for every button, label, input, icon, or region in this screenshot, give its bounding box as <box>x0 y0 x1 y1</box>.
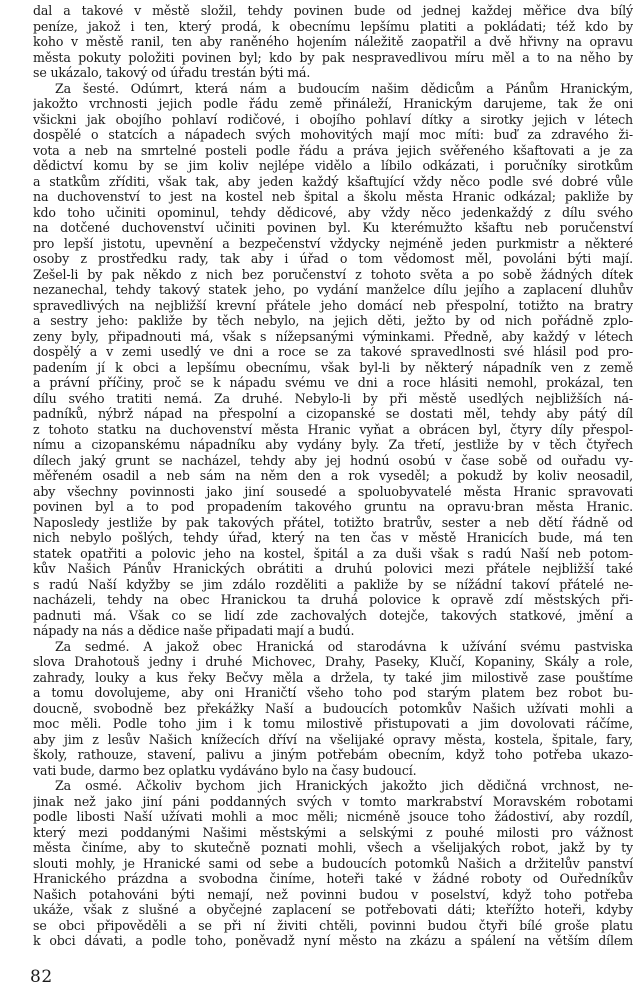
text-line: nacházeli, tehdy na obec Hranickou ta druhá polovice k opravě zdí městských při- <box>33 592 633 607</box>
text-line: pro lepší jistotu, upevnění a bezpečenství vždycky nejméně jeden purkmistr a některé <box>33 235 633 251</box>
text-line: kdo toho učiniti opominul, tehdy dědicové, aby vždy něco jedenkaždý z dílu svého <box>33 204 633 220</box>
text-line: kův Našich Pánův Hranických obrátiti a druhú polovici mezi přátele nejbližší také <box>33 561 633 576</box>
text-line: Hranického prázdna a svobodna činíme, hoteři také v žádné roboty od Ouředníkův <box>33 871 633 886</box>
text-line: vati bude, darmo bez oplatku vydáváno bylo na časy budoucí. <box>33 762 417 778</box>
paragraph <box>33 3 633 81</box>
text-line: vota a neb na smrtelné posteli podle řádu a práva jejich svěřeného kšaftovati a je za <box>33 142 633 158</box>
text-line: ukáže, však z slušné a obyčejné zaplacení se potřebovati dáti; kteřížto hoteři, kdyby <box>33 902 633 917</box>
text-line: a tomu dovolujeme, aby oni Hraničtí všeho toho pod starým platem bez robot bu- <box>33 685 633 700</box>
text-line: statek opatřiti a polovic jeho na kostel, špitál a za duši však s radú Naší neb potom- <box>33 545 633 561</box>
text-line: školy, rathouze, stavení, palivu a jiným potřebám obecním, když toho potřeba ukazo- <box>33 747 633 762</box>
text-line: nich nebylo pošlých, tehdy úřad, který na ten čas v městě Hranicích bude, má ten <box>33 530 633 545</box>
text-line: peníze, jakož i ten, který prodá, k obecnímu lepšímu platiti a pokládati; též kdo by <box>33 18 633 34</box>
text-line: slova Drahotouš jedny i druhé Michovec, Drahy, Paseky, Klučí, Kopaniny, Skály a role, <box>33 654 633 669</box>
text-line: doucně, svobodně bez překážky Naší a budoucích potomkův Našich užívati mohli a <box>33 700 633 716</box>
text-line: povinen byl a to pod propadením takového gruntu na opravu·bran města Hranic. <box>33 499 633 514</box>
text-line: zeny byly, připadnouti má, však s nížepsanými výminkami. Předně, aby každý v létech <box>33 328 633 344</box>
page-number: 82 <box>30 967 53 987</box>
text-line: a sestry jeho: pakliže by těch nebylo, na jejich děti, ježto by od nich pořádně zplo- <box>33 313 633 328</box>
text-line: dědictví komu by se jim koliv nejlépe vidělo a líbilo odkázati, i poručníky sirotkům <box>33 158 633 173</box>
text-line: všickni jak obojího pohlaví rodičové, i obojího pohlaví dítky a sirotky jejich v létech <box>33 111 633 127</box>
text-line: dílu svého tratiti nemá. Za druhé. Nebylo-li by při městě usedlých nejbližších ná- <box>33 390 633 406</box>
paragraph <box>33 81 633 639</box>
text-line: spravedlivých na nejbližší krevní přátele jeho domácí neb přespolní, totižto na bratry <box>33 297 633 313</box>
text-line: se ukázalo, takový od úřadu trestán býti má. <box>33 65 311 80</box>
text-line: Naposledy jestliže by pak takových přátel, totižto bratrův, sester a neb dětí řádně od <box>33 514 633 530</box>
text-line: který mezi poddanými Našimi městskými a selskými z pouhé milosti pro vážnost <box>33 824 633 840</box>
text-line: k obci dávati, a podle toho, poněvadž nyní město na zkázu a spálení na větším dílem <box>33 933 633 948</box>
text-line: jinak než jako jiní páni poddanných svých v tomto markrabství Moravském robotami <box>33 793 633 809</box>
text-line: aby všechny povinnosti jako jiní sousedé a spoluobyvatelé města Hranic spravovati <box>33 483 633 499</box>
text-line: dospělý a v zemi usedlý ve dni a roce se za takové spravedlnosti své hlásil pod pro- <box>33 344 633 359</box>
text-line: Našich potahováni býti nemají, než povinni budou v poselství, když toho potřeba <box>33 886 633 902</box>
text-line: dospělé o statcích a nápadech svých mohovitých mají moc míti: buď za zdravého ži- <box>33 127 633 142</box>
text-line: slouti mohly, je Hranické sami od sebe a budoucích potomků Našich a držitelův panství <box>33 855 633 871</box>
text-line: zahrady, louky a kus řeky Bečvy měla a držela, ty také jim milostivě zase pouštíme <box>33 669 633 685</box>
text-line: na duchovenství to jest na kostel neb špital a školu města Hranic odkázal; pakliže by <box>33 189 633 204</box>
text-line: měřeném osadil a neb sám na něm den a rok vyseděl; a pokudž by koliv neosadil, <box>33 468 633 483</box>
text-line: moc měli. Podle toho jim i k tomu milostivě přistupovati a jim dovolovati ráčíme, <box>33 716 633 731</box>
text-line: koho v městě ranil, ten aby raněného hojením náležitě zaopatřil a dvě hřivny na opravu <box>33 34 633 49</box>
paragraph <box>33 639 633 779</box>
text-line: z tohoto statku na duchovenství města Hranic vyňat a obrácen byl, čtyry díly přespol- <box>33 421 633 437</box>
text-line: nímu a cizopanskému nápadníku aby vydány byly. Za třetí, jestliže by v těch čtyřech <box>33 437 633 452</box>
text-line: a statkům zříditi, však tak, aby jeden každý kšaftující vždy něco podle své dobré vůle <box>33 173 633 189</box>
text-line: města pokuty položiti povinen byl; kdo by pak nespravedlivou míru měl a to na něho by <box>33 49 633 65</box>
text-line: Za osmé. Ačkoliv bychom jich Hranických jakožto jich dědičná vrchnost, ne- <box>55 778 633 793</box>
text-line: dal a takové v městě složil, tehdy povinen bude od jednej každej měřice dva bílý <box>33 3 633 18</box>
text-line: na dotčené duchovenství učiniti povinen byl. Ku kterémužto kšaftu neb poručenství <box>33 220 633 235</box>
text-line: a právní příčiny, proč se k nápadu svému ve dni a roce hlásiti nemohl, prokázal, ten <box>33 375 633 390</box>
text-line: se obci připověděli a se při ní živiti chtěli, povinni budou čtyři bílé groše platu <box>33 917 633 933</box>
text-line: Za sedmé. A jakož obec Hranická od starodávna k užívání svému pastviska <box>55 638 633 654</box>
text-line: aby jim z lesův Našich knížecích dříví na všelijaké opravy města, kostela, špitale, fary, <box>33 731 633 747</box>
paragraph <box>33 778 633 949</box>
text-line: nezanechal, tehdy takový statek jeho, po vydání manželce dílu jejího a zaplacení dluhův <box>33 282 633 297</box>
text-line: podle libosti Naší užívati mohli a moc měli; nicméně jsouce toho žádostiví, aby rozdíl, <box>33 809 633 824</box>
text-line: nápady na nás a dědice naše připadati mají a budú. <box>33 623 355 638</box>
text-line: padníků, nýbrž nápad na přespolní a cizopanské se dostati měl, tehdy aby pátý díl <box>33 406 633 421</box>
text-line: padnuti má. Však co se lidí zde zachovalých dotejče, takových statkové, jmění a <box>33 607 633 623</box>
text-line: osoby z prostředku rady, tak aby i úřad o tom vědomost měl, povoláni býti mají. <box>33 251 633 266</box>
text-line: jakožto vrchnosti jejich podle řádu země přináleží, Hranickým darujeme, tak že oni <box>33 96 633 111</box>
text-column <box>33 3 633 949</box>
text-line: Zešel-li by pak někdo z nich bez poručenství z tohoto světa a po sobě žádných dítek <box>33 266 633 282</box>
text-line: padením jí k obci a lepšímu obecnímu, však byl-li by některý nápadník ven z země <box>33 359 633 375</box>
text-line: s radú Naší kdyžby se jim zdálo rozděliti a pakliže by se nížádní takoví přátelé ne- <box>33 576 633 592</box>
text-line: Za šesté. Odúmrt, která nám a budoucím našim dědicům a Pánům Hranickým, <box>55 80 633 96</box>
text-line: dílech jaký grunt se nacházel, tehdy aby jej hodnú osobú v čase sobě od ouřadu vy- <box>33 452 633 468</box>
text-line: města činíme, aby to skutečně poznati mohli, všech a všelijakých robot, jakž by ty <box>33 840 633 855</box>
